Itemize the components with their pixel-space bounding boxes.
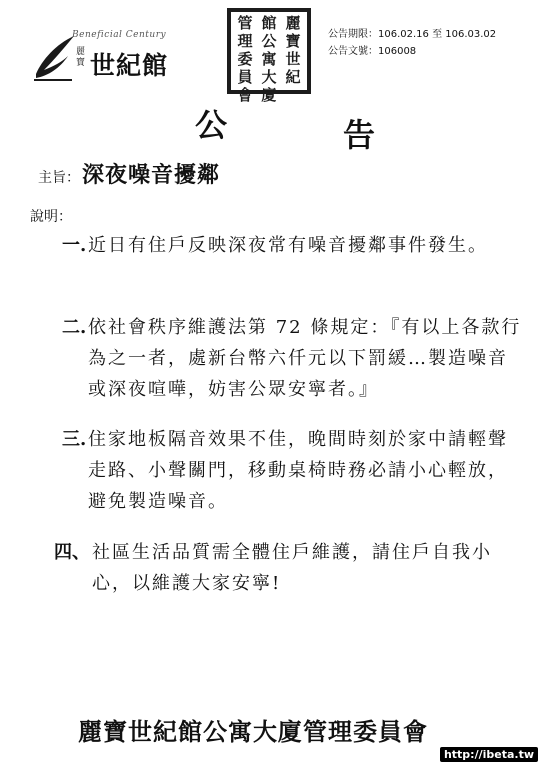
item-text: 近日有住戶反映深夜常有噪音擾鄰事件發生。 <box>88 235 488 256</box>
feather-logo-icon <box>32 34 76 82</box>
issuer-signature: 麗寶世紀館公寓大廈管理委員會 <box>78 717 428 746</box>
item-number: 一. <box>62 235 87 256</box>
seal-column-3: 管理委員會 <box>237 14 253 104</box>
heading-char-1: 公 <box>195 106 228 144</box>
logo <box>30 30 190 90</box>
heading-char-2: 告 <box>342 116 375 154</box>
item-number: 二. <box>62 317 87 338</box>
list-item <box>62 230 522 261</box>
logo-script-text: Beneficial Century <box>72 30 167 40</box>
seal-column-1: 麗寶世紀 <box>285 14 301 86</box>
subject-line <box>38 158 220 189</box>
subject-label: 主旨： <box>38 170 80 186</box>
subject-text: 深夜噪音擾鄰 <box>82 162 221 188</box>
item-text: 依社會秩序維護法第 72 條規定：『有以上各款行為之一者，處新台幣六仟元以下罰緩…製造噪音或深夜喧嘩，妨害公眾安寧者。』 <box>88 317 522 400</box>
list-item <box>62 312 522 405</box>
list-item <box>62 424 522 517</box>
notice-heading <box>195 100 375 154</box>
list-item <box>54 537 524 599</box>
item-text: 住家地板隔音效果不佳，晚間時刻於家中請輕聲走路、小聲關門，移動桌椅時務必請小心輕放，避免製造噪音。 <box>88 429 508 512</box>
item-text: 社區生活品質需全體住戶維護，請住戶自我小心，以維護大家安寧! <box>92 542 492 594</box>
official-seal <box>227 8 311 104</box>
item-number: 三. <box>62 429 87 450</box>
notice-number: 公告文號：106008 <box>328 46 417 57</box>
notice-meta <box>328 26 496 60</box>
watermark: http://ibeta.tw <box>440 747 538 762</box>
seal-column-2: 館公寓大廈 <box>261 14 277 104</box>
description-label: 說明： <box>30 209 72 225</box>
logo-small-text: 麗寶 <box>76 47 86 68</box>
notice-period: 公告期限：106.02.16 至 106.03.02 <box>328 29 497 40</box>
logo-main-text: 世紀館 <box>90 51 169 80</box>
item-number: 四、 <box>54 542 90 563</box>
